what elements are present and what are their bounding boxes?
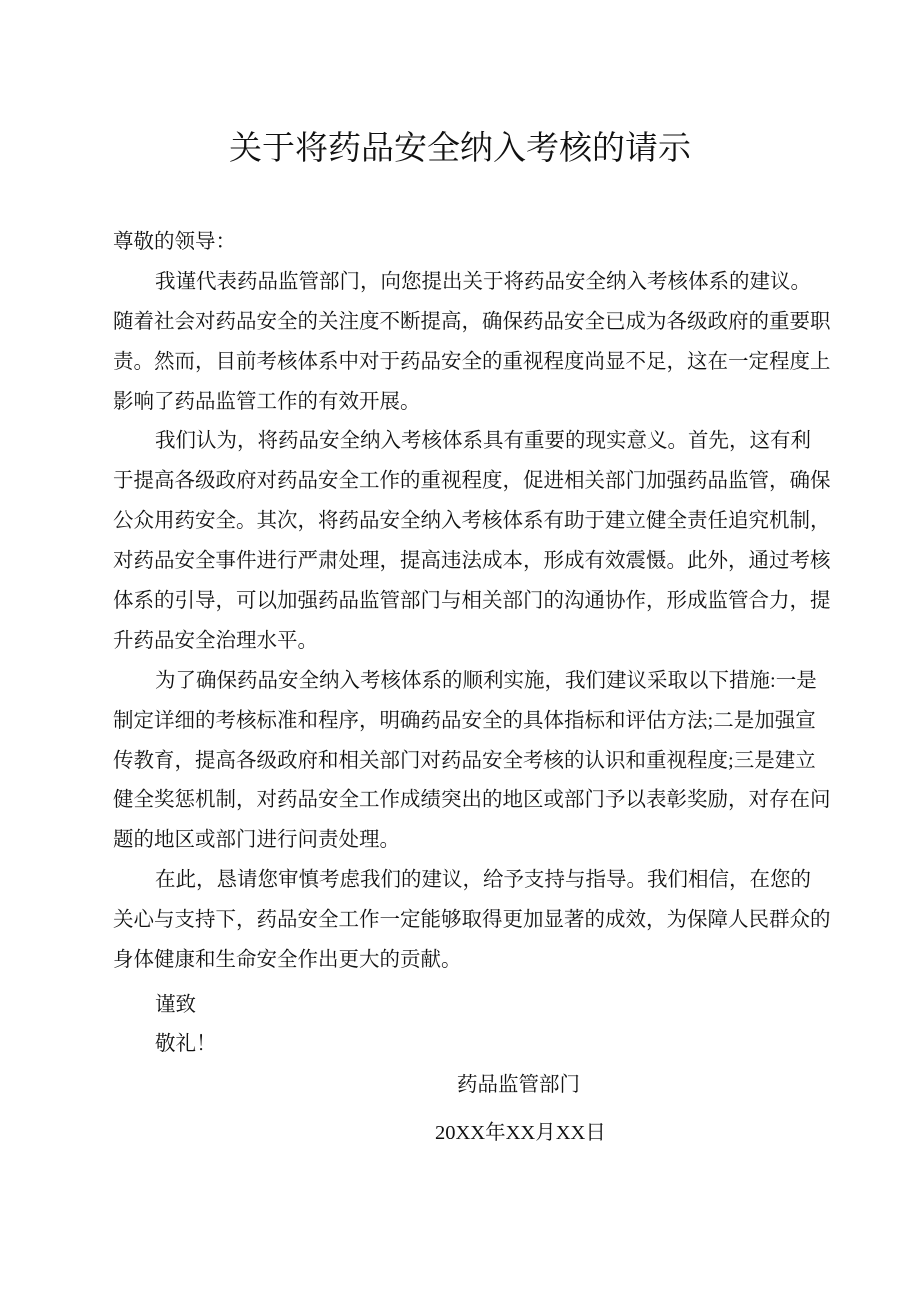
document-title: 关于将药品安全纳入考核的请示 bbox=[229, 129, 691, 166]
paragraph-line: 我谨代表药品监管部门，向您提出关于将药品安全纳入考核体系的建议。 bbox=[155, 270, 811, 293]
paragraph-line: 身体健康和生命安全作出更大的贡献。 bbox=[113, 949, 462, 972]
paragraph bbox=[113, 861, 831, 981]
paragraph bbox=[113, 662, 831, 861]
letter-body bbox=[113, 223, 831, 981]
paragraph-line: 体系的引导，可以加强药品监管部门与相关部门的沟通协作，形成监管合力，提 bbox=[113, 590, 831, 613]
paragraph-line: 为了确保药品安全纳入考核体系的顺利实施，我们建议采取以下措施:一是 bbox=[155, 669, 817, 692]
paragraph-line: 制定详细的考核标准和程序，明确药品安全的具体指标和评估方法;二是加强宣 bbox=[113, 709, 816, 732]
paragraph-line: 传教育，提高各级政府和相关部门对药品安全考核的认识和重视程度;三是建立 bbox=[113, 749, 816, 772]
paragraph bbox=[113, 422, 831, 661]
signature-department: 药品监管部门 bbox=[457, 1074, 580, 1096]
paragraph-line: 关心与支持下，药品安全工作一定能够取得更加显著的成效，为保障人民群众的 bbox=[113, 909, 831, 932]
paragraph-line: 在此，恳请您审慎考虑我们的建议，给予支持与指导。我们相信，在您的 bbox=[155, 869, 811, 892]
salutation: 尊敬的领导： bbox=[113, 231, 236, 253]
closing-line-1: 谨致 bbox=[155, 994, 196, 1016]
signature-date: 20XX年XX月XX日 bbox=[435, 1122, 606, 1144]
paragraph-line: 健全奖惩机制，对药品安全工作成绩突出的地区或部门予以表彰奖励，对存在问 bbox=[113, 789, 831, 812]
paragraph-line: 于提高各级政府对药品安全工作的重视程度，促进相关部门加强药品监管，确保 bbox=[113, 470, 831, 493]
paragraphs bbox=[113, 263, 831, 981]
paragraph-line: 我们认为，将药品安全纳入考核体系具有重要的现实意义。首先，这有利 bbox=[155, 430, 811, 453]
closing-line-2: 敬礼！ bbox=[155, 1033, 217, 1055]
paragraph-line: 影响了药品监管工作的有效开展。 bbox=[113, 390, 421, 413]
paragraph bbox=[113, 263, 831, 423]
paragraph-line: 公众用药安全。其次，将药品安全纳入考核体系有助于建立健全责任追究机制， bbox=[113, 510, 831, 533]
paragraph-line: 随着社会对药品安全的关注度不断提高，确保药品安全已成为各级政府的重要职 bbox=[113, 310, 831, 333]
paragraph-line: 升药品安全治理水平。 bbox=[113, 629, 318, 652]
paragraph-line: 对药品安全事件进行严肃处理，提高违法成本，形成有效震慑。此外，通过考核 bbox=[113, 550, 831, 573]
paragraph-line: 题的地区或部门进行问责处理。 bbox=[113, 829, 400, 852]
paragraph-line: 责。然而，目前考核体系中对于药品安全的重视程度尚显不足，这在一定程度上 bbox=[113, 350, 831, 373]
